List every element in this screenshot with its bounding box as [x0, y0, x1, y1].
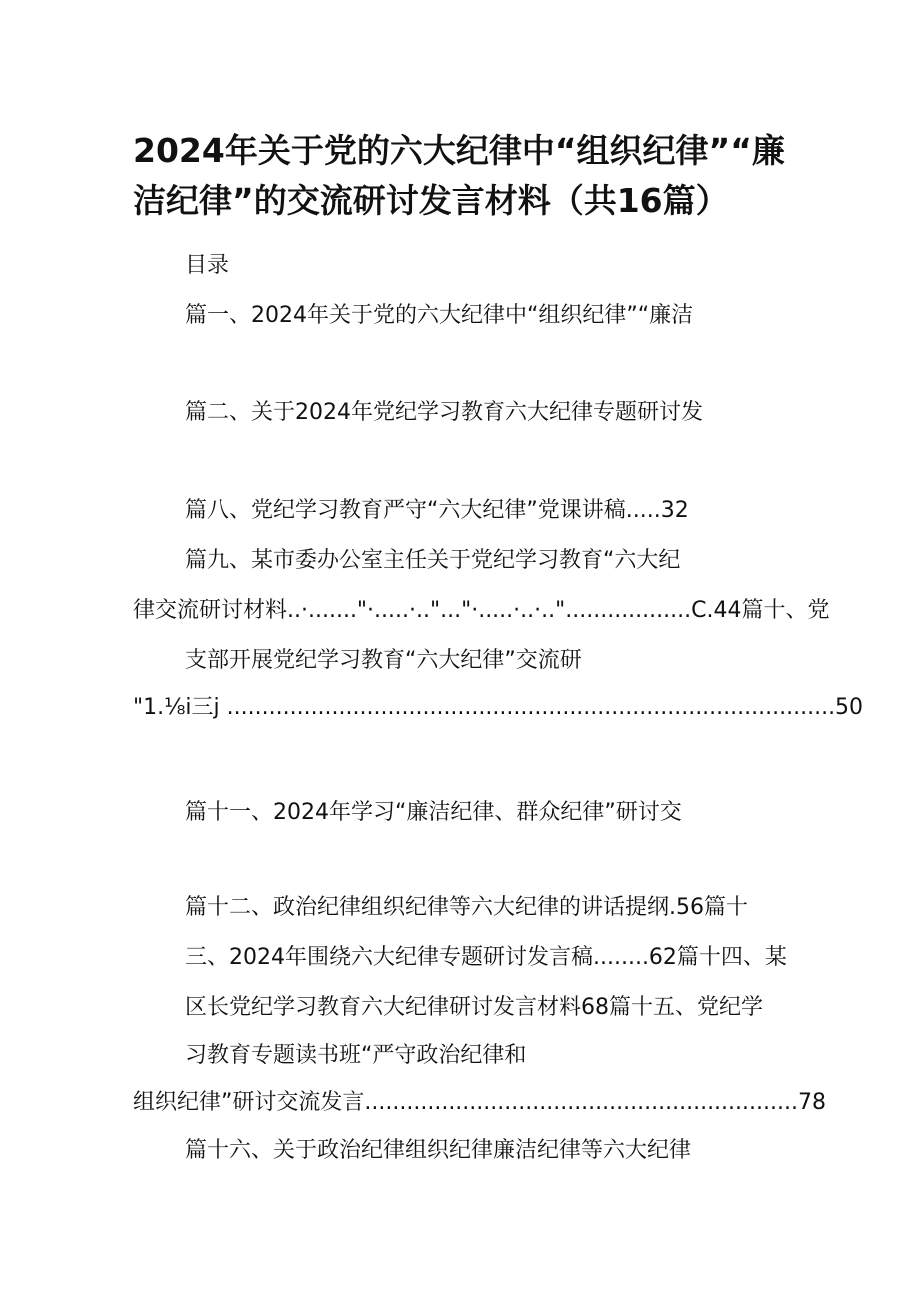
toc-entry-6: 篇十一、2024年学习“廉洁纪律、群众纪律”研讨交 — [185, 800, 682, 825]
toc-entry-4: 篇九、某市委办公室主任关于党纪学习教育“六大纪 — [185, 548, 681, 573]
toc-entry-5-continued: "1.⅛i三j .......................................................................................50 — [133, 695, 864, 720]
toc-entry-5: 支部开展党纪学习教育“六大纪律”交流研 — [185, 648, 582, 673]
toc-entry-1: 篇一、2024年关于党的六大纪律中“组织纪律”“廉洁 — [185, 303, 694, 328]
document-title-line-2: 洁纪律”的交流研讨发言材料（共16篇） — [133, 181, 729, 220]
toc-entry-7: 篇十二、政治纪律组织纪律等六大纪律的讲话提纲.56篇十 — [185, 895, 748, 920]
toc-heading: 目录 — [185, 253, 230, 278]
toc-entry-10-continued: 组织纪律”研讨交流发言..............................................................78 — [133, 1090, 826, 1115]
toc-entry-4-continued: 律交流研讨材料..·......."·.....·.."..."·.....·..·.."..................C.44篇十、党 — [133, 598, 830, 623]
toc-entry-9: 区长党纪学习教育六大纪律研讨发言材料68篇十五、党纪学 — [185, 995, 763, 1020]
document-title-line-1: 2024年关于党的六大纪律中“组织纪律”“廉 — [133, 131, 785, 170]
toc-entry-11: 篇十六、关于政治纪律组织纪律廉洁纪律等六大纪律 — [185, 1138, 692, 1163]
toc-entry-8: 三、2024年围绕六大纪律专题研讨发言稿........62篇十四、某 — [185, 945, 787, 970]
toc-entry-10: 习教育专题读书班“严守政治纪律和 — [185, 1043, 527, 1068]
toc-entry-3: 篇八、党纪学习教育严守“六大纪律”党课讲稿.....32 — [185, 498, 689, 523]
toc-entry-2: 篇二、关于2024年党纪学习教育六大纪律专题研讨发 — [185, 400, 703, 425]
